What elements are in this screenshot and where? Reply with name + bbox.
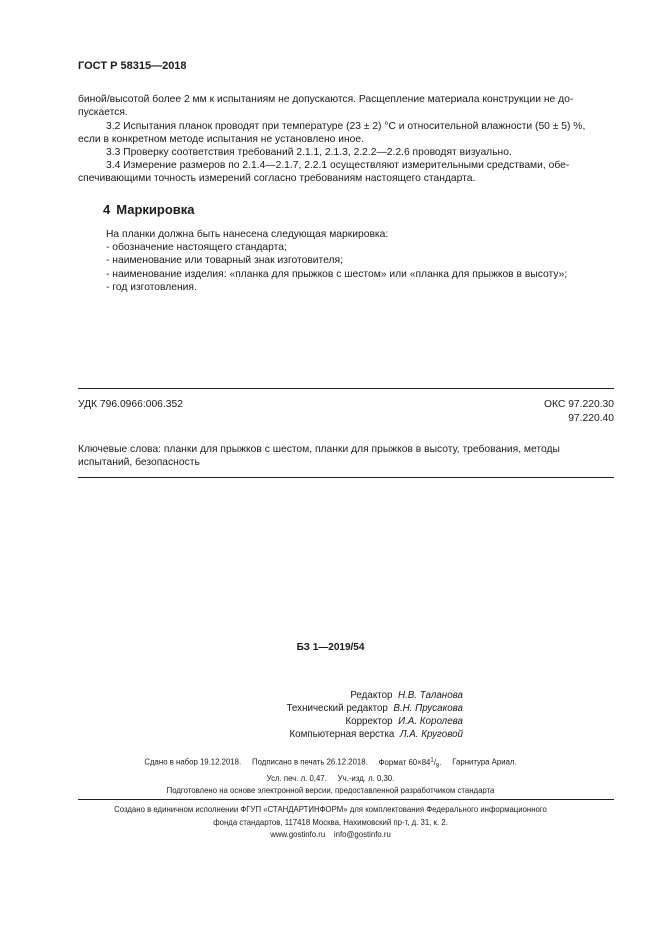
imprint-prepared: Подготовлено на основе электронной версии, предоставленной разработчиком стандарта (166, 786, 495, 796)
paragraph-3-4 (78, 159, 614, 186)
credit-name: В.Н. Прусакова (393, 703, 463, 714)
marking-list (106, 241, 642, 295)
marking-intro (78, 228, 614, 241)
imprint-line-2 (0, 773, 661, 786)
publisher-email[interactable]: info@gostinfo.ru (333, 830, 391, 839)
bz-number: БЗ 1—2019/54 (296, 642, 365, 653)
imprint-pub-sheets: Уч.-изд. л. 0,30. (337, 773, 395, 783)
list-item: - наименование изделия: «планка для прыжков с шестом» или «планка для прыжков в высоту»; (106, 268, 568, 280)
text-line: 3.2 Испытания планок проводят при температуре (23 ± 2) °C и относительной влажности (50 ± 5) %, (106, 121, 586, 132)
publisher-line-1: Создано в единичном исполнении ФГУП «СТАНДАРТИНФОРМ» для комплектования Федерального информационного (114, 805, 547, 814)
text-line: пускается. (78, 107, 128, 119)
credit-role: Корректор (345, 716, 393, 727)
text-line: если в конкретном методе испытания не установлено иное. (78, 134, 364, 146)
imprint-format: Формат $60\times 84^1/_8$. (378, 757, 442, 770)
credit-role: Редактор (350, 690, 393, 701)
document-header: ГОСТ Р 58315—2018 (78, 60, 187, 72)
paragraph-3-2 (78, 120, 614, 147)
publisher-line-2: фонда стандартов, 117418 Москва, Нахимовский пр-т, д. 31, к. 2. (213, 817, 448, 827)
credit-name: Н.В. Таланова (397, 690, 463, 701)
credit-name: Л.А. Круговой (399, 729, 463, 740)
imprint (0, 754, 661, 798)
text-line: биной/высотой более 2 мм к испытаниям не допускаются. Расщепление материала конструкции не до- (78, 94, 574, 105)
imprint-signed: Подписано в печать 26.12.2018. (252, 757, 368, 767)
text-line: На планки должна быть нанесена следующая маркировка: (106, 229, 389, 240)
imprint-sent: Сдано в набор 19.12.2018. (144, 757, 242, 767)
credit-role: Технический редактор (286, 703, 388, 714)
credit-corrector (287, 715, 464, 728)
list-item: - наименование или товарный знак изготовителя; (106, 255, 343, 267)
credit-name: И.А. Королева (398, 716, 463, 727)
text-line: 3.4 Измерение размеров по 2.1.4—2.1.7, 2.2.1 осуществляют измерительными средствами, обе- (106, 160, 570, 171)
publisher-website[interactable]: www.gostinfo.ru (270, 830, 326, 839)
text-line: испытаний, безопасность (78, 457, 200, 469)
paragraph-continuation (78, 93, 614, 120)
divider (78, 388, 614, 389)
section-heading (103, 202, 201, 217)
imprint-font: Гарнитура Ариал. (452, 757, 517, 767)
publisher-info (0, 804, 661, 842)
publisher-contacts (0, 829, 661, 842)
credits (287, 689, 464, 741)
imprint-line-1 (0, 754, 661, 773)
credit-role: Компьютерная верстка (289, 729, 395, 740)
paragraph-3-3 (78, 146, 614, 159)
credit-tech-editor (287, 702, 464, 715)
text-line: 3.3 Проверку соответствия требований 2.1.1, 2.1.3, 2.2.2—2.2.6 проводят визуально. (106, 147, 512, 158)
keywords (78, 443, 614, 470)
text-line: Ключевые слова: планки для прыжков с шестом, планки для прыжков в высоту, требования, методы (78, 444, 560, 455)
imprint-print-sheets: Усл. печ. л. 0,47. (266, 773, 327, 783)
list-item: - обозначение настоящего стандарта; (106, 242, 287, 253)
oks-code-2: 97.220.40 (568, 413, 614, 424)
credit-layout (287, 728, 464, 741)
text-line: спечивающими точность измерений согласно требованиям настоящего стандарта. (78, 173, 476, 185)
list-item: - год изготовления. (106, 282, 197, 294)
udk-code: УДК 796.0966:006.352 (78, 399, 183, 410)
section-number: 4 (103, 202, 111, 217)
divider (78, 799, 614, 800)
divider (78, 477, 614, 478)
oks-code-1: ОКС 97.220.30 (544, 399, 614, 410)
section-title: Маркировка (116, 202, 195, 217)
credit-editor (287, 689, 464, 702)
